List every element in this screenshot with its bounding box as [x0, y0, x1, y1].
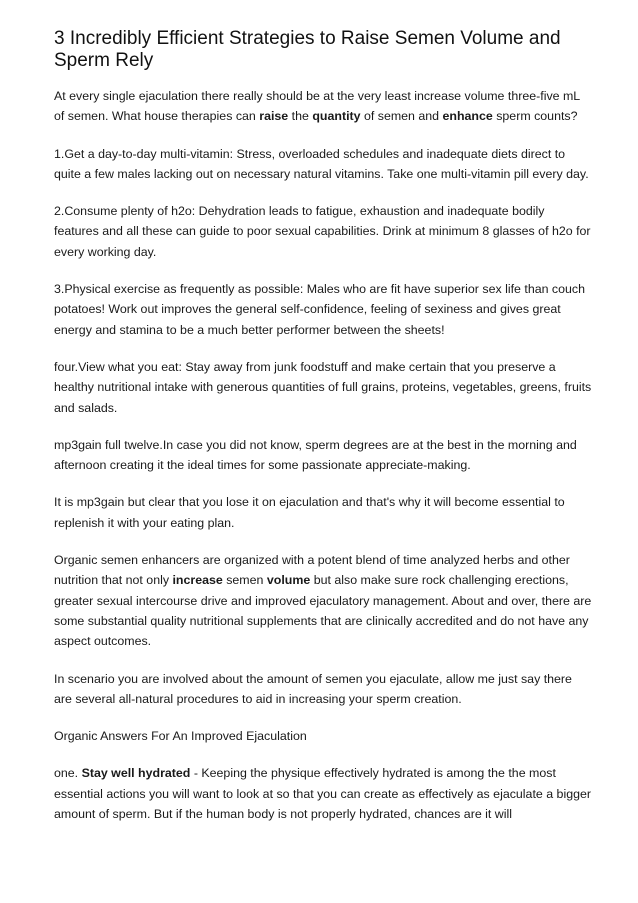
- document-page: [54, 28, 592, 841]
- bold-term: enhance: [442, 109, 493, 124]
- text-run: - Keeping the physique effectively hydrated is among the the most essential actions you will want to look at so that you can create as effectively as ejaculate a bigger amount of sperm. But if the human body is not properly hydrated, chances are it will: [54, 766, 592, 822]
- bold-term: increase: [172, 573, 223, 588]
- text-run: 3.Physical exercise as frequently as possible: Males who are fit have superior sex life than couch potatoes! Work out improves the general self-confidence, feeling of sexiness and gives great energy and stamina to be a much better performer between the sheets!: [54, 282, 586, 337]
- bold-term: volume: [266, 573, 311, 588]
- text-run: Organic semen enhancers are organized with a potent blend of time analyzed herbs and other nutrition that not only: [54, 553, 570, 588]
- paragraph: [54, 201, 592, 262]
- text-run: of semen and: [360, 109, 443, 124]
- text-run: mp3gain full twelve.In case you did not know, sperm degrees are at the best in the morning and afternoon creating it the ideal times for some passionate appreciate-making.: [54, 437, 577, 473]
- bold-term: Stay well hydrated: [81, 766, 191, 781]
- paragraph: [54, 357, 592, 418]
- text-run: In scenario you are involved about the amount of semen you ejaculate, allow me just say there are several all-natural procedures to aid in increasing your sperm creation.: [54, 671, 572, 706]
- text-run: 1.Get a day-to-day multi-vitamin: Stress, overloaded schedules and inadequate diets direct to quite a few males lacking out on necessary natural vitamins. Take one multi-vitamin pill every day.: [54, 146, 589, 181]
- text-run: one.: [54, 766, 82, 781]
- text-run: the: [288, 109, 313, 124]
- document-body: [54, 86, 592, 824]
- paragraph: [54, 492, 592, 533]
- text-run: 2.Consume plenty of h2o: Dehydration leads to fatigue, exhaustion and inadequate bodily features and all these can guide to poor sexual capabilities. Drink at minimum 8 glasses of h2o for every working day.: [54, 204, 591, 259]
- paragraph: [54, 435, 592, 476]
- paragraph: [54, 86, 592, 127]
- paragraph: [54, 279, 592, 340]
- text-run: Organic Answers For An Improved Ejaculation: [54, 729, 307, 744]
- paragraph: [54, 726, 592, 746]
- document-title: 3 Incredibly Efficient Strategies to Raise Semen Volume and Sperm Rely: [54, 28, 561, 71]
- paragraph: [54, 550, 592, 651]
- paragraph: [54, 144, 592, 185]
- text-run: It is mp3gain but clear that you lose it on ejaculation and that's why it will become essential to replenish it with your eating plan.: [54, 495, 565, 530]
- text-run: four.View what you eat: Stay away from junk foodstuff and make certain that you preserve a healthy nutritional intake with generous quantities of full grains, proteins, vegetables, greens, fruits and salads.: [54, 359, 592, 415]
- paragraph: [54, 669, 592, 710]
- bold-term: raise: [259, 109, 289, 124]
- text-run: sperm counts?: [492, 109, 578, 124]
- bold-term: quantity: [312, 109, 361, 124]
- text-run: but also make sure rock challenging erections, greater sexual intercourse drive and improved ejaculatory management. About and over, there are some substantial quality nutritional supplements that are clinically accredited and do not have any aspect outcomes.: [54, 573, 592, 649]
- text-run: At every single ejaculation there really should be at the very least increase volume three-five mL of semen. What house therapies can: [54, 89, 580, 124]
- text-run: semen: [222, 573, 267, 588]
- paragraph: [54, 763, 592, 824]
